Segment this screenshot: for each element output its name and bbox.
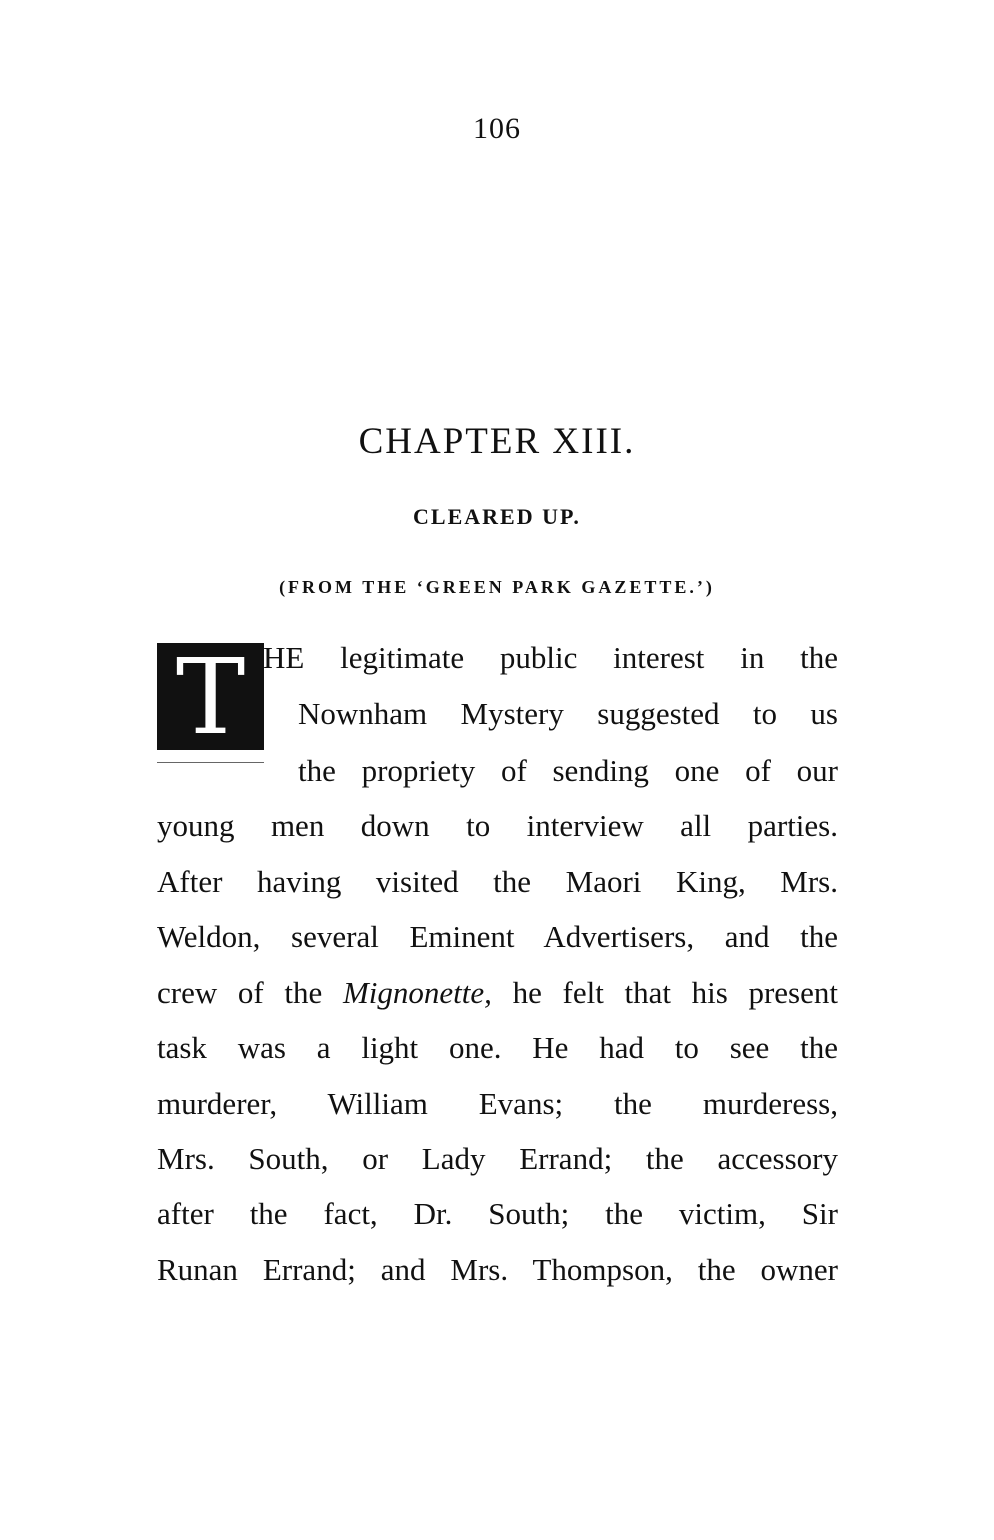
source-line: (FROM THE ‘GREEN PARK GAZETTE.’) xyxy=(279,577,715,597)
page-number: 106 xyxy=(473,112,521,145)
body-line: HE legitimate public interest in the xyxy=(263,640,838,675)
body-line: after the fact, Dr. South; the victim, Sir xyxy=(157,1196,838,1231)
body-line: After having visited the Maori King, Mrs. xyxy=(157,864,838,899)
body-line-text: crew of the xyxy=(157,975,343,1010)
chapter-title: CHAPTER XIII. xyxy=(358,421,636,462)
body-line: murderer, William Evans; the murderess, xyxy=(157,1086,838,1121)
body-line xyxy=(157,975,838,1011)
body-line: young men down to interview all parties. xyxy=(157,808,838,843)
drop-cap-rule xyxy=(157,762,264,763)
body-line-text: he felt that his present xyxy=(491,975,838,1010)
body-line: Mrs. South, or Lady Errand; the accessory xyxy=(157,1141,838,1176)
chapter-subtitle: CLEARED UP. xyxy=(413,504,581,529)
body-line: Weldon, several Eminent Advertisers, and the xyxy=(157,919,838,954)
drop-cap xyxy=(157,635,264,758)
ship-name: Mignonette, xyxy=(342,975,492,1010)
body-line: task was a light one. He had to see the xyxy=(157,1030,838,1065)
body-line: Nownham Mystery suggested to us xyxy=(298,696,838,731)
body-line: Runan Errand; and Mrs. Thompson, the owner xyxy=(157,1252,838,1287)
drop-cap-letter: T xyxy=(175,635,246,758)
body-line: the propriety of sending one of our xyxy=(298,753,838,788)
